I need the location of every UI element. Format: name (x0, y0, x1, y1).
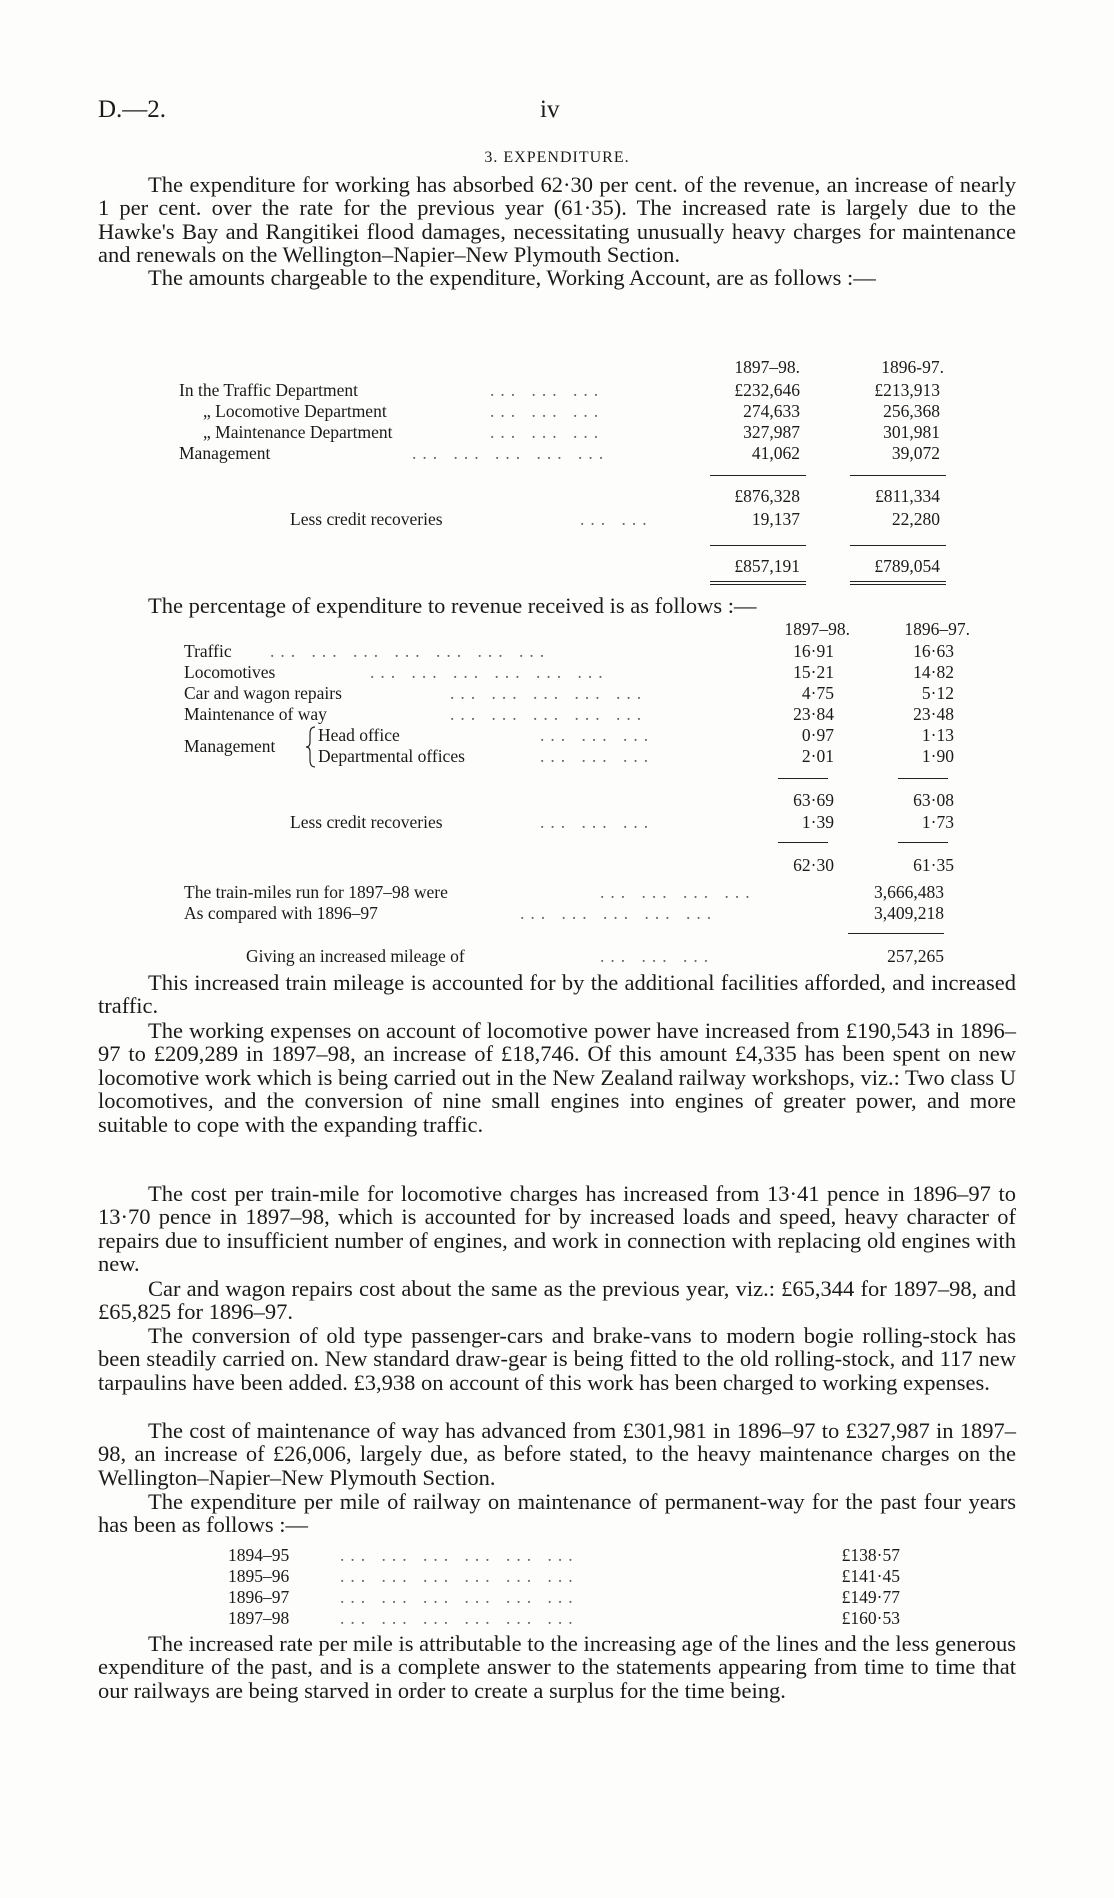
sum-rule (778, 842, 828, 843)
table2-value: 23·84 (793, 704, 834, 724)
miles-label: The train-miles run for 1897–98 were (184, 882, 448, 902)
leader-dots: ... ... ... ... ... ... (340, 1545, 579, 1565)
table1-less-value: 22,280 (891, 509, 940, 529)
leader-dots: ... ... ... ... ... ... ... (270, 641, 551, 661)
table1-value: 274,633 (743, 401, 800, 421)
table1-value: 256,368 (883, 401, 940, 421)
table2-value: 1·90 (921, 746, 954, 766)
leader-dots: ... ... ... ... ... (412, 443, 610, 463)
leader-dots: ... ... ... (540, 725, 655, 745)
miles-value: 257,265 (887, 946, 944, 966)
table2-mgmt-label: Head office (318, 725, 400, 745)
section-title: 3. EXPENDITURE. (484, 149, 630, 166)
leader-dots: ... ... ... ... ... ... (340, 1566, 579, 1586)
table1-col2-header: 1896-97. (881, 357, 944, 377)
sum-rule (710, 545, 806, 546)
table1-less-value: 19,137 (751, 509, 800, 529)
leader-dots: ... ... ... (490, 401, 605, 421)
table1-total: £789,054 (874, 556, 940, 576)
paragraph-10: The expenditure per mile of railway on maintenance of permanent-way for the past four years has been as follows :— (98, 1489, 1016, 1538)
leader-dots: ... ... ... (540, 746, 655, 766)
table1-value: 301,981 (883, 422, 940, 442)
leader-dots: ... ... ... (490, 422, 605, 442)
paragraph-5: The working expenses on account of locomotive power have increased from £190,543 in 1896–97 to £209,289 in 1897–98, an increase of £18,746. Of this amount £4,335 has been spent on new locomotive work which is being carried out in the New Zealand railway workshops, viz.: Two class U locomotives, and the conversion of nine small engines into engines of greater power, and more suitable to cope with the expanding traffic. (98, 1018, 1016, 1137)
leader-dots: ... ... ... ... ... ... (340, 1608, 579, 1628)
table1-subtotal: £811,334 (875, 486, 940, 506)
year-label: 1897–98 (228, 1608, 290, 1628)
sum-rule (898, 842, 948, 843)
table2-value: 23·48 (913, 704, 954, 724)
table1-value: £213,913 (874, 380, 940, 400)
sum-rule (710, 475, 806, 476)
table2-value: 14·82 (913, 662, 954, 682)
total-double-rule (850, 581, 946, 585)
total-double-rule (710, 581, 806, 585)
paragraph-7: Car and wagon repairs cost about the same as the previous year, viz.: £65,344 for 1897–98, and £65,825 for 1896–97. (98, 1276, 1016, 1325)
table2-value: 1·13 (921, 725, 954, 745)
table1-value: 327,987 (743, 422, 800, 442)
paragraph-4: This increased train mileage is accounted for by the additional facilities afforded, and increased traffic. (98, 970, 1016, 1019)
document-reference: D.—2. (98, 96, 167, 123)
table1-value: 39,072 (891, 443, 940, 463)
table2-less-value: 1·39 (801, 812, 834, 832)
year-label: 1895–96 (228, 1566, 290, 1586)
paragraph-9: The cost of maintenance of way has advanced from £301,981 in 1896–97 to £327,987 in 1897–98, an increase of £26,006, largely due, as before stated, to the heavy maintenance charges on the Wellington–Napier–New Plymouth Section. (98, 1418, 1016, 1490)
per-mile-value: £160·53 (841, 1608, 900, 1628)
table2-value: 16·63 (913, 641, 954, 661)
management-label: Management (184, 736, 276, 756)
table1-less-label: Less credit recoveries (290, 509, 443, 529)
year-label: 1894–95 (228, 1545, 290, 1565)
table2-row-label: Traffic (184, 641, 232, 661)
brace-icon (306, 726, 316, 768)
table2-value: 4·75 (801, 683, 834, 703)
leader-dots: ... ... ... ... ... (450, 683, 648, 703)
per-mile-value: £149·77 (841, 1587, 900, 1607)
leader-dots: ... ... ... ... ... ... (370, 662, 609, 682)
per-mile-value: £141·45 (841, 1566, 900, 1586)
paragraph-2: The amounts chargeable to the expenditure, Working Account, are as follows :— (148, 265, 876, 290)
table1-total: £857,191 (734, 556, 800, 576)
paragraph-8: The conversion of old type passenger-cars and brake-vans to modern bogie rolling-stock has been steadily carried on. New standard draw-gear is being fitted to the old rolling-stock, and 117 new tarpaulins have been added. £3,938 on account of this work has been charged to working expenses. (98, 1323, 1016, 1395)
leader-dots: ... ... ... (540, 812, 655, 832)
leader-dots: ... ... ... (600, 946, 715, 966)
sum-rule (850, 475, 946, 476)
paragraph-3: The percentage of expenditure to revenue received is as follows :— (148, 593, 757, 618)
miles-label: Giving an increased mileage of (246, 946, 465, 966)
miles-label: As compared with 1896–97 (184, 903, 378, 923)
table2-total: 61·35 (913, 855, 954, 875)
table2-less-value: 1·73 (921, 812, 954, 832)
leader-dots: ... ... ... ... ... (450, 704, 648, 724)
paragraph-11: The increased rate per mile is attributable to the increasing age of the lines and the less generous expenditure of the past, and is a complete answer to the statements appearing from time to time that our railways are being starved in order to create a surplus for the time being. (98, 1631, 1016, 1703)
table2-col1-header: 1897–98. (784, 619, 850, 639)
table2-row-label: Maintenance of way (184, 704, 327, 724)
table2-value: 15·21 (793, 662, 834, 682)
miles-value: 3,409,218 (874, 903, 944, 923)
table2-subtotal: 63·08 (913, 790, 954, 810)
table2-row-label: Locomotives (184, 662, 276, 682)
table1-value: £232,646 (734, 380, 800, 400)
table1-value: 41,062 (751, 443, 800, 463)
sum-rule (898, 778, 948, 779)
sum-rule (778, 778, 828, 779)
paragraph-1: The expenditure for working has absorbed 62·30 per cent. of the revenue, an increase of nearly 1 per cent. over the rate for the previous year (61·35). The increased rate is largely due to the Hawke's Bay and Rangitikei flood damages, necessitating unusually heavy charges for maintenance and renewals on the Wellington–Napier–New Plymouth Section. (98, 172, 1016, 268)
table2-value: 5·12 (921, 683, 954, 703)
table2-value: 0·97 (801, 725, 834, 745)
sum-rule (850, 545, 946, 546)
per-mile-value: £138·57 (841, 1545, 900, 1565)
leader-dots: ... ... ... (490, 380, 605, 400)
table1-subtotal: £876,328 (734, 486, 800, 506)
table2-mgmt-label: Departmental offices (318, 746, 465, 766)
table2-subtotal: 63·69 (793, 790, 834, 810)
table2-less-label: Less credit recoveries (290, 812, 443, 832)
table1-row-label: In the Traffic Department (179, 380, 359, 400)
table1-row-label: Management (179, 443, 271, 463)
page-number: iv (540, 96, 560, 123)
leader-dots: ... ... ... ... ... (520, 903, 718, 923)
table2-row-label: Car and wagon repairs (184, 683, 342, 703)
year-label: 1896–97 (228, 1587, 290, 1607)
leader-dots: ... ... ... ... ... ... (340, 1587, 579, 1607)
miles-value: 3,666,483 (874, 882, 944, 902)
sum-rule (848, 933, 944, 934)
table1-col1-header: 1897–98. (734, 357, 800, 377)
table2-col2-header: 1896–97. (904, 619, 970, 639)
leader-dots: ... ... (580, 509, 653, 529)
table2-total: 62·30 (793, 855, 834, 875)
leader-dots: ... ... ... ... (600, 882, 756, 902)
table1-row-label: „ Maintenance Department (203, 422, 393, 442)
table2-value: 2·01 (801, 746, 834, 766)
table1-row-label: „ Locomotive Department (203, 401, 387, 421)
table2-value: 16·91 (793, 641, 834, 661)
paragraph-6: The cost per train-mile for locomotive charges has increased from 13·41 pence in 1896–97 to 13·70 pence in 1897–98, which is accounted for by increased loads and speed, heavy character of repairs due to insufficient number of engines, and work in connection with replacing old engines with new. (98, 1181, 1016, 1277)
